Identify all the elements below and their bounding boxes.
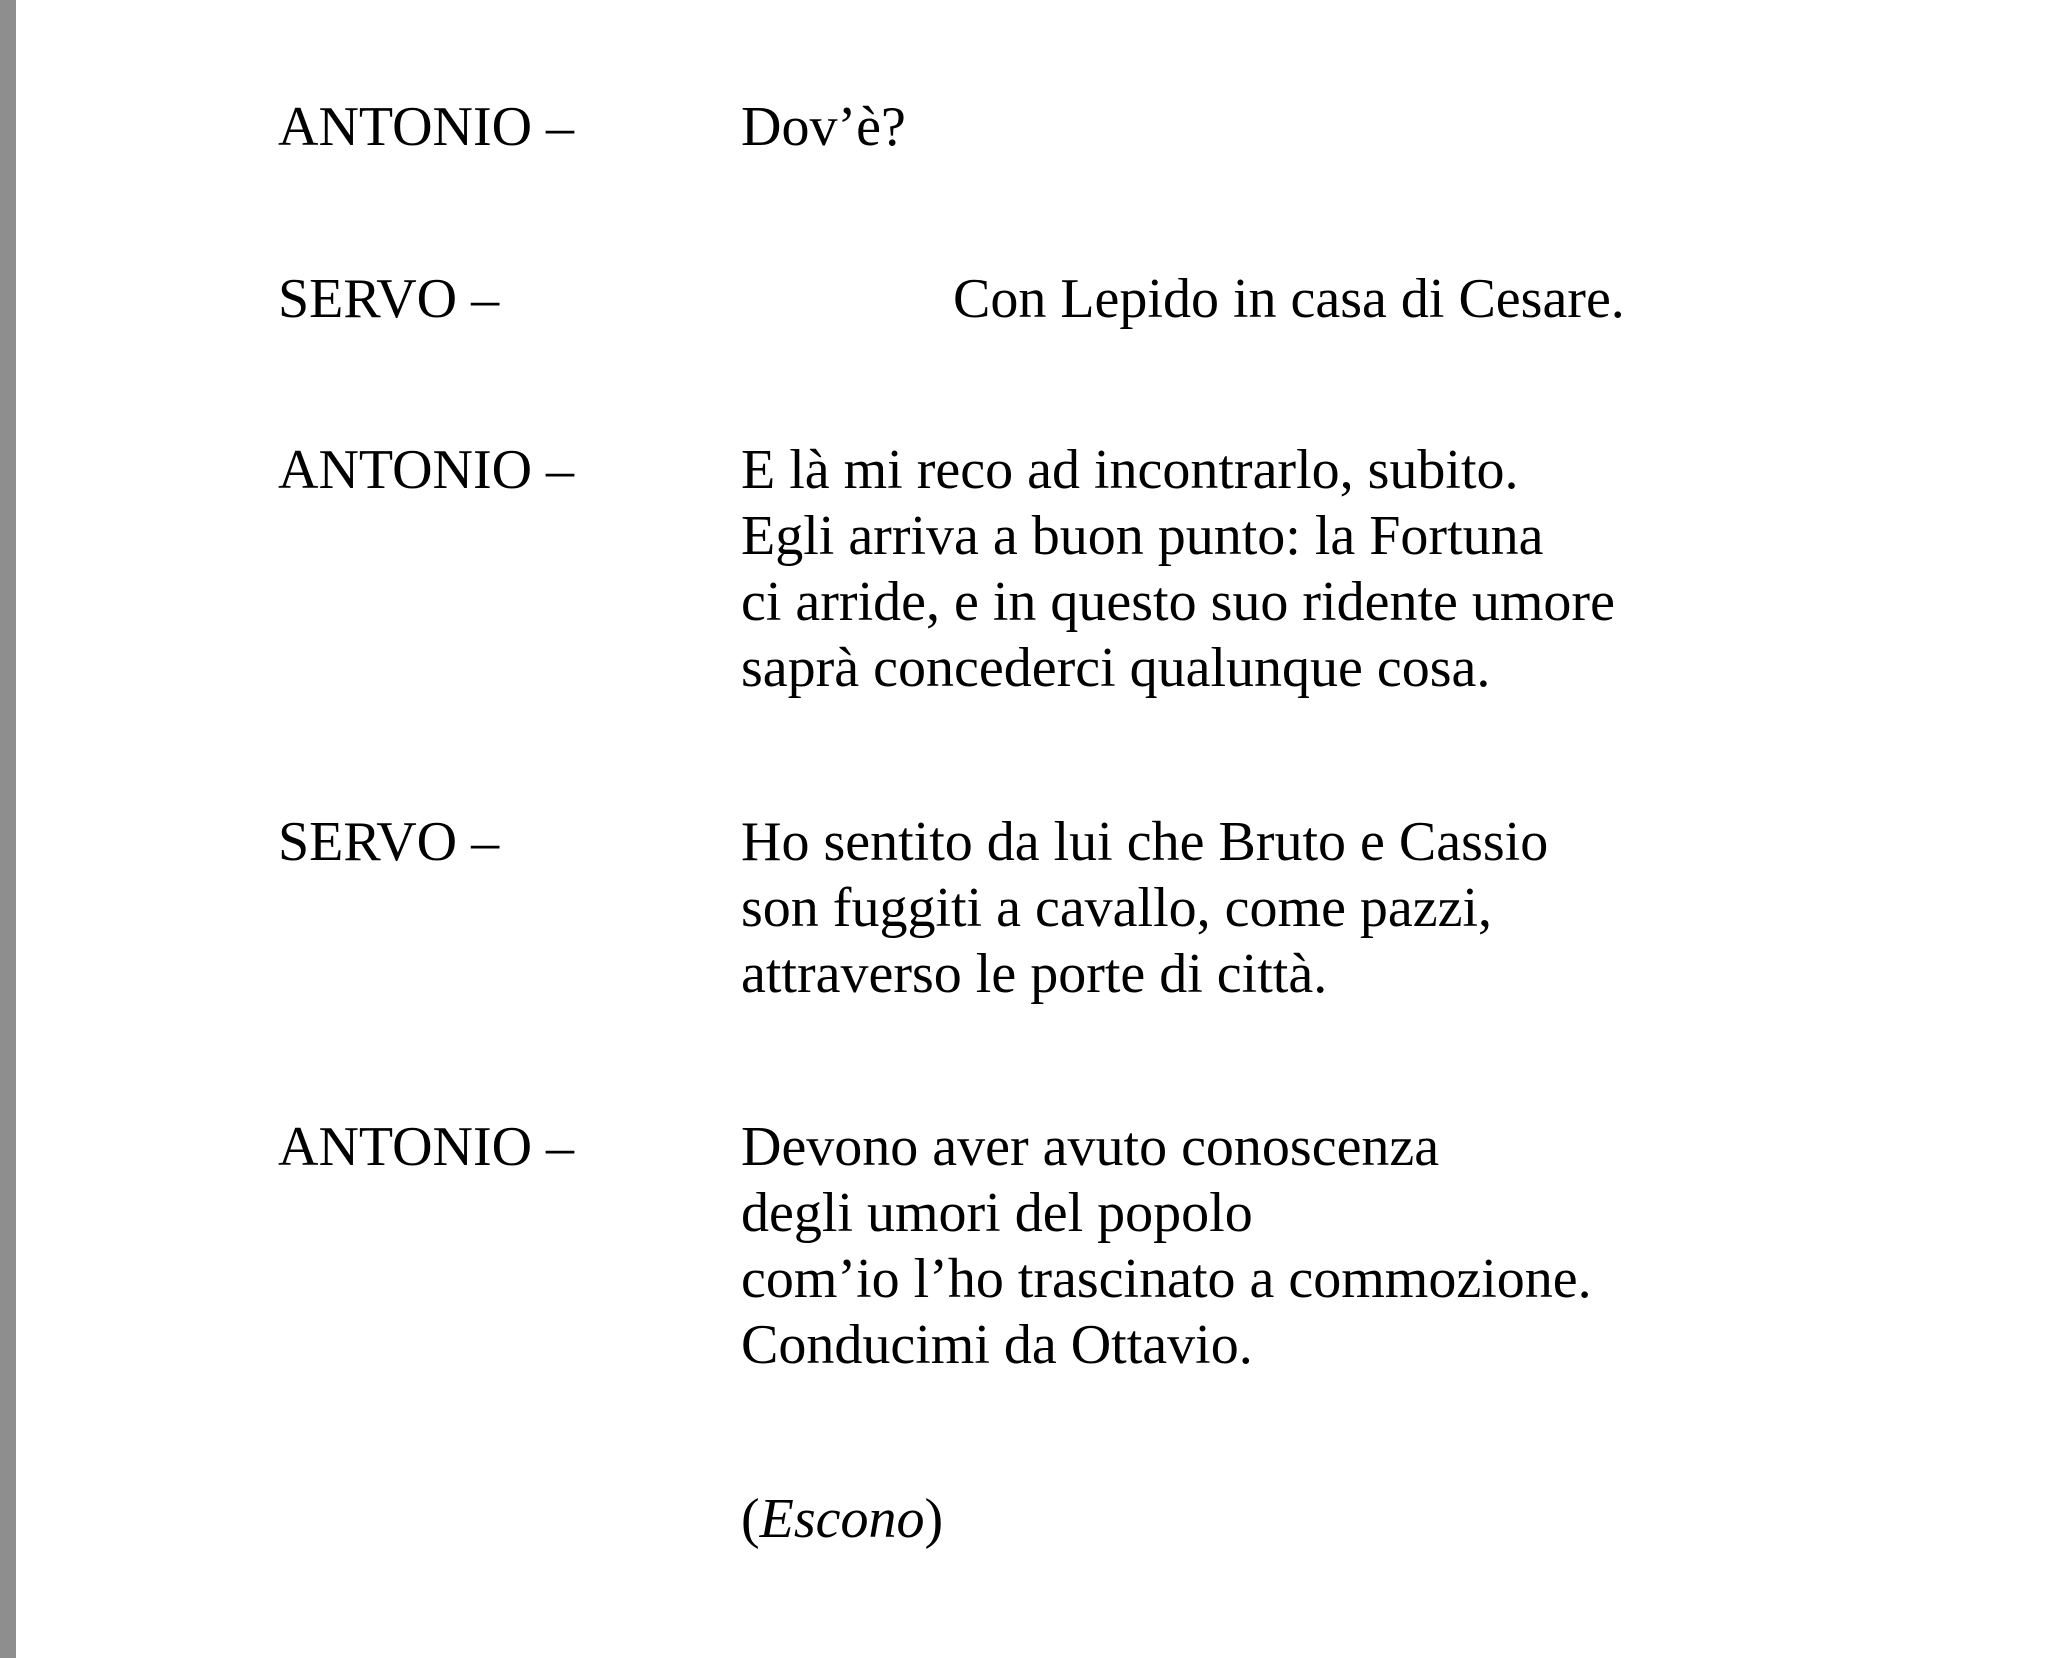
stage-direction xyxy=(741,1486,943,1552)
stage-direction-text: Escono xyxy=(759,1488,925,1550)
stage-direction-close-paren: ) xyxy=(924,1488,944,1550)
speaker-name: SERVO – xyxy=(278,811,500,873)
speech-block xyxy=(741,809,1548,1007)
speech-line: Con Lepido in casa di Cesare. xyxy=(953,268,1625,330)
speech-block xyxy=(741,1114,1592,1378)
speech-block xyxy=(741,94,906,160)
speech-line: Devono aver avuto conoscenza xyxy=(741,1116,1440,1178)
speech-line: attraverso le porte di città. xyxy=(741,943,1328,1005)
speech-block xyxy=(741,437,1615,701)
speech-line: Ho sentito da lui che Bruto e Cassio xyxy=(741,811,1549,873)
speaker-name: ANTONIO – xyxy=(278,1116,575,1178)
speech-line: ci arride, e in questo suo ridente umore xyxy=(741,571,1615,633)
speech-line: com’io l’ho trascinato a commozione. xyxy=(741,1248,1592,1310)
speech-line: Dov’è? xyxy=(741,96,906,158)
speech-line: son fuggiti a cavallo, come pazzi, xyxy=(741,877,1493,939)
speech-line: Conducimi da Ottavio. xyxy=(741,1314,1253,1376)
speech-line: E là mi reco ad incontrarlo, subito. xyxy=(741,439,1519,501)
stage-direction-open-paren: ( xyxy=(741,1488,760,1550)
speech-line: Egli arriva a buon punto: la Fortuna xyxy=(741,505,1544,567)
document-page xyxy=(16,0,2048,1658)
speech-line: saprà concederci qualunque cosa. xyxy=(741,637,1491,699)
speaker-name: ANTONIO – xyxy=(278,439,575,501)
speaker-name: ANTONIO – xyxy=(278,96,575,158)
speaker-name: SERVO – xyxy=(278,268,500,330)
speech-block xyxy=(953,266,1625,332)
speech-line: degli umori del popolo xyxy=(741,1182,1253,1244)
